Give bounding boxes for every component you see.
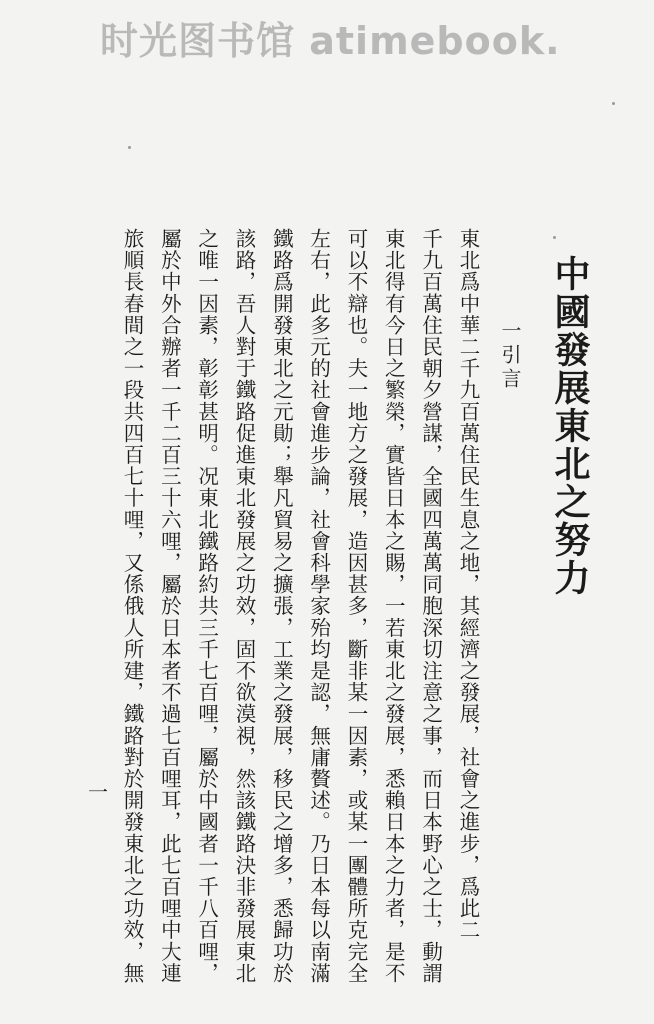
text-column-1: 東北爲中華二千九百萬住民生息之地，其經濟之發展，社會之進步，爲此二 (455, 228, 480, 941)
text-column-9: 屬於中外合辦者一千二百三十六哩，屬於日本者不過七百哩耳，此七百哩中大連 (157, 228, 182, 984)
watermark: 时光图书馆 atimebook. (100, 19, 561, 63)
scan-speck (553, 236, 556, 239)
text-column-6: 鐵路爲開發東北之元勛；舉凡貿易之擴張，工業之發展，移民之增多，悉歸功於 (269, 228, 294, 984)
text-column-3: 東北得有今日之繁榮，實皆日本之賜，一若東北之發展，悉賴日本之力者，是不 (381, 228, 406, 984)
page-number: 一 (88, 780, 108, 804)
text-column-7: 該路，吾人對于鐵路促進東北發展之功效，固不欲漠視，然該鐵路決非發展東北 (231, 228, 256, 984)
chapter-title: 中國發展東北之努力 (549, 255, 591, 597)
scan-speck (612, 102, 615, 105)
text-column-2: 千九百萬住民朝夕營謀，全國四萬萬同胞深切注意之事，而日本野心之士，動謂 (418, 228, 443, 984)
text-column-4: 可以不辯也。夫一地方之發展，造因甚多，斷非某一因素，或某一團體所克完全 (343, 228, 368, 984)
text-column-10: 旅順長春間之一段共四百七十哩，又係俄人所建，鐵路對於開發東北之功效，無 (120, 228, 144, 984)
body-text (118, 228, 480, 984)
scan-speck (128, 146, 131, 149)
text-column-8: 之唯一因素，彰彰甚明。况東北鐵路約共三千七百哩，屬於中國者一千八百哩， (194, 228, 219, 984)
section-heading: 一引言 (498, 320, 522, 392)
text-column-5: 左右，此多元的社會進步論，社會科學家殆均是認，無庸贅述。乃日本每以南滿 (306, 228, 331, 984)
